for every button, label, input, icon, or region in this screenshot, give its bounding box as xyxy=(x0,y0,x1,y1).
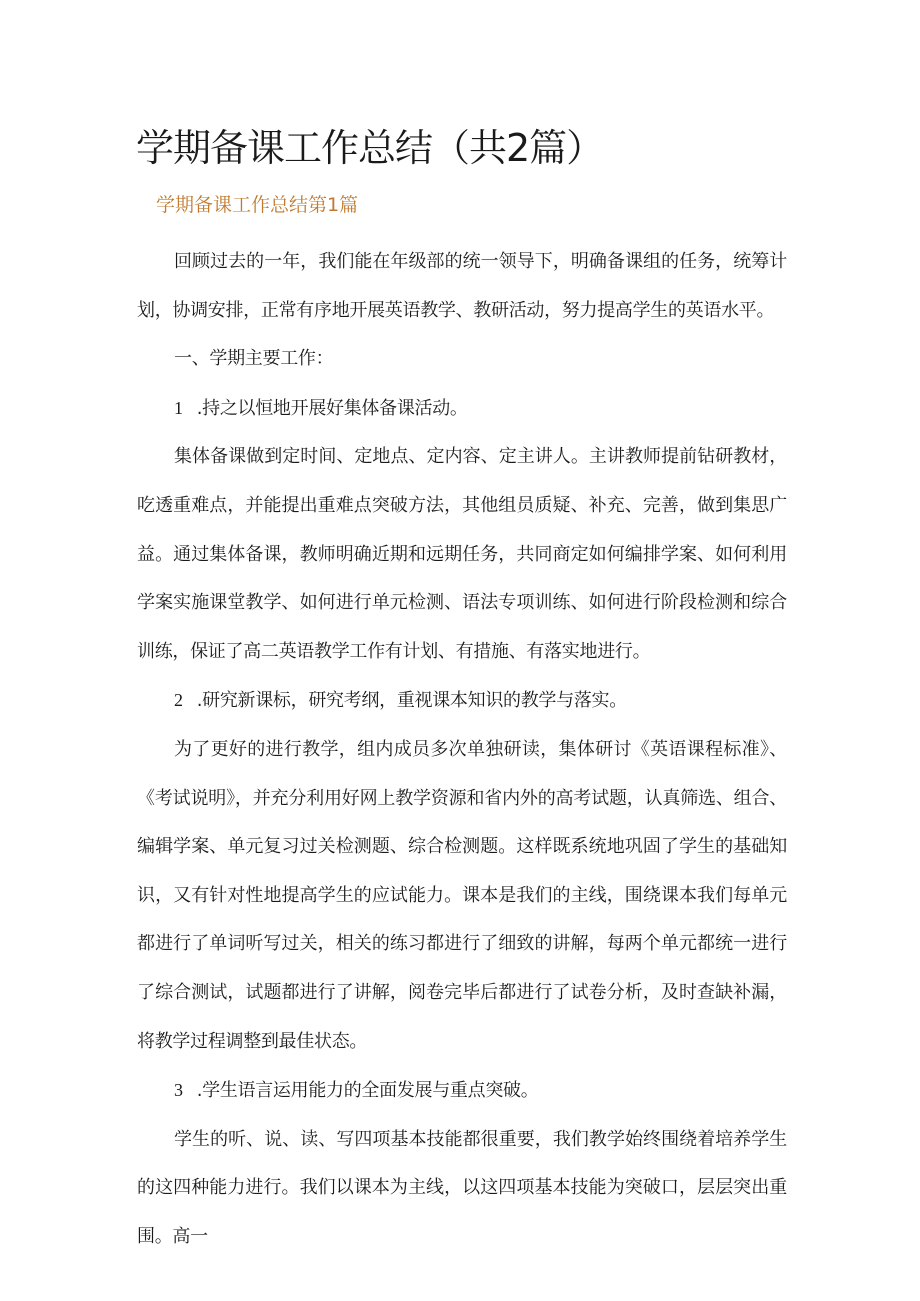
document-title: 学期备课工作总结（共2篇） xyxy=(136,126,604,170)
section-title: 学期备课工作总结第1篇 xyxy=(156,194,359,216)
paragraph-skills: 学生的听、说、读、写四项基本技能都很重要，我们教学始终围绕着培养学生的这四种能力进行。我们以课本为主线，以这四项基本技能为突破口，层层突出重围。高一 xyxy=(137,1128,787,1247)
paragraph-collective-prep: 集体备课做到定时间、定地点、定内容、定主讲人。主讲教师提前钻研教材，吃透重难点，并能提出重难点突破方法，其他组员质疑、补充、完善，做到集思广益。通过集体备课，教师明确近期和远期任务，共同商定如何编排学案、如何利用学案实施课堂教学、如何进行单元检测、语法专项训练、如何进行阶段检测和综合训练，保证了高二英语教学工作有计划、有措施、有落实地进行。 xyxy=(137,446,787,662)
list-item-2 xyxy=(137,676,787,726)
list-item-1 xyxy=(137,384,787,434)
list-item-number: 1 xyxy=(174,397,183,418)
document-body xyxy=(137,238,787,1261)
paragraph-curriculum: 为了更好的进行教学，组内成员多次单独研读，集体研讨《英语课程标准》、《考试说明》，并充分利用好网上教学资源和省内外的高考试题，认真筛选、组合、编辑学案、单元复习过关检测题、综合检测题。这样既系统地巩固了学生的基础知识，又有针对性地提高学生的应试能力。课本是我们的主线，围绕课本我们每单元都进行了单词听写过关，相关的练习都进行了细致的讲解，每两个单元都统一进行了综合测试，试题都进行了讲解，阅卷完毕后都进行了试卷分析，及时查缺补漏，将教学过程调整到最佳状态。 xyxy=(137,738,787,1052)
list-item-3 xyxy=(137,1066,787,1116)
list-item-text: .学生语言运用能力的全面发展与重点突破。 xyxy=(196,1080,539,1102)
list-item-number: 2 xyxy=(174,690,183,711)
list-item-number: 3 xyxy=(174,1080,183,1101)
heading-main-work: 一、学期主要工作： xyxy=(174,348,334,370)
list-item-text: .研究新课标，研究考纲，重视课本知识的教学与落实。 xyxy=(196,690,627,712)
list-item-text: .持之以恒地开展好集体备课活动。 xyxy=(196,397,468,419)
paragraph-intro: 回顾过去的一年，我们能在年级部的统一领导下，明确备课组的任务，统筹计划，协调安排，正常有序地开展英语教学、教研活动，努力提高学生的英语水平。 xyxy=(137,251,787,321)
